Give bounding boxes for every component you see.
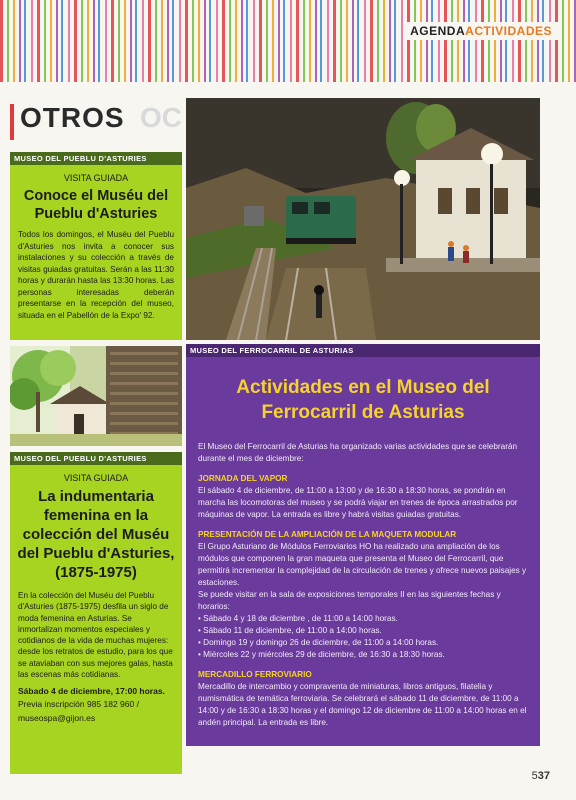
card-body: En la colección del Muséu del Pueblu d'Asturies (1875-1975) desfila un siglo de moda femenina en Asturias. Se inmortalizan momentos especiales y cotidianos de la vida de muchas mujeres: desde los retratos de estudio, para los que se ataviaban con sus mejores galas, hasta las escenas más cotidianas. [18,591,173,680]
article-source-label: MUSEO DEL FERROCARRIL DE ASTURIAS [186,344,540,357]
section-body-maqueta: El Grupo Asturiano de Módulos Ferroviarios HO ha realizado una ampliación de los módulos que componen la gran maqueta que presenta el Museo del Ferrocarril, que permitirá incrementar la complejidad de la circulación de trenes y ofrece nuevos paisajes y estaciones. [198,542,527,587]
section-header [404,22,558,40]
schedule-list [198,613,528,661]
card-kicker: VISITA GUIADA [63,473,129,483]
list-item: • Domingo 19 y domingo 26 de diciembre, de 11:00 a 14:00 horas. [198,637,528,649]
list-item: • Sábado 11 de diciembre, de 11:00 a 14:00 horas. [198,625,528,637]
museum-building-photo [10,346,182,446]
ferrocarril-article [186,344,540,746]
list-item: • Sábado 4 y 18 de diciembre , de 11:00 a 14:00 horas. [198,613,528,625]
registration-email: museospa@gijon.es [18,713,96,724]
registration-phone: Previa inscripción 985 182 960 / [18,699,139,710]
card-title: Conoce el Muséu del Pueblu d'Asturies [23,188,169,222]
page-number-value: 37 [537,770,550,782]
section-body-mercadillo: Mercadillo de intercambio y compraventa de miniaturas, libros antiguos, filatelia y numismática de temática ferroviaria. Se celebrará el sábado 11 de diciembre, de 11:00 a 14:00 y de 16:30 a 18:30 horas y el domingo 12 de diciembre de 11:00 a 14:00 horas en el andén principal. La entrada es libre. [198,682,527,727]
indumentaria-card [10,452,182,774]
section-body-maqueta-schedule: Se puede visitar en la sala de exposiciones temporales II en las siguientes fechas y horarios: [198,590,501,611]
header-actividades: ACTIVIDADES [465,24,552,38]
article-intro: El Museo del Ferrocarril de Asturias ha organizado varias actividades que se celebrarán durante el mes de diciembre: [198,442,518,463]
decorative-stripes [0,0,576,82]
section-heading-mercadillo: MERCADILLO FERROVIARIO [198,670,312,679]
card-source-label: MUSEO DEL PUEBLU D'ASTURIES [10,452,182,465]
card-title: La indumentaria femenina en la colección del Muséu del Pueblu d'Asturies, (1875-1975) [17,488,175,581]
card-kicker: VISITA GUIADA [63,173,129,183]
header-agenda: AGENDA [410,24,466,38]
card-source-label: MUSEO DEL PUEBLU D'ASTURIES [10,152,182,165]
page-number [532,770,550,782]
list-item: • Miércoles 22 y miércoles 29 de diciembre, de 16:30 a 18:30 horas. [198,649,528,661]
section-title-bar [10,104,14,140]
section-title: OTROS [20,102,125,133]
model-train-photo [186,98,540,340]
section-title-ghost: OC [140,102,182,133]
museum-visit-card [10,152,182,340]
page-prefix: 5 [531,770,538,782]
event-date: Sábado 4 de diciembre, 17:00 horas. [18,686,165,697]
article-title: Actividades en el Museo del Ferrocarril de Asturias [236,377,490,423]
card-body: Todos los domingos, el Muséu del Pueblu d'Asturies nos invita a conocer sus instalaciones y su colección a través de visitas guiadas gratuitas. Serán a las 11:30 horas y durarán hasta las 13:30 horas. Las personas interesadas deberán presentarse en la recepción del museo, situada en el Pabellón de la Expo' 92. [18,230,174,320]
section-heading-maqueta: PRESENTACIÓN DE LA AMPLIACIÓN DE LA MAQUETA MODULAR [198,530,457,539]
section-body-vapor: El sábado 4 de diciembre, de 11:00 a 13:00 y de 16:30 a 18:30 horas, se pondrán en marcha las locomotoras del museo y se podrá viajar en trenes de época arrastrados por máquinas de vapor. La entrada es libre y habrá visitas guiadas gratuitas. [198,486,518,519]
section-heading-vapor: JORNADA DEL VAPOR [198,474,288,483]
